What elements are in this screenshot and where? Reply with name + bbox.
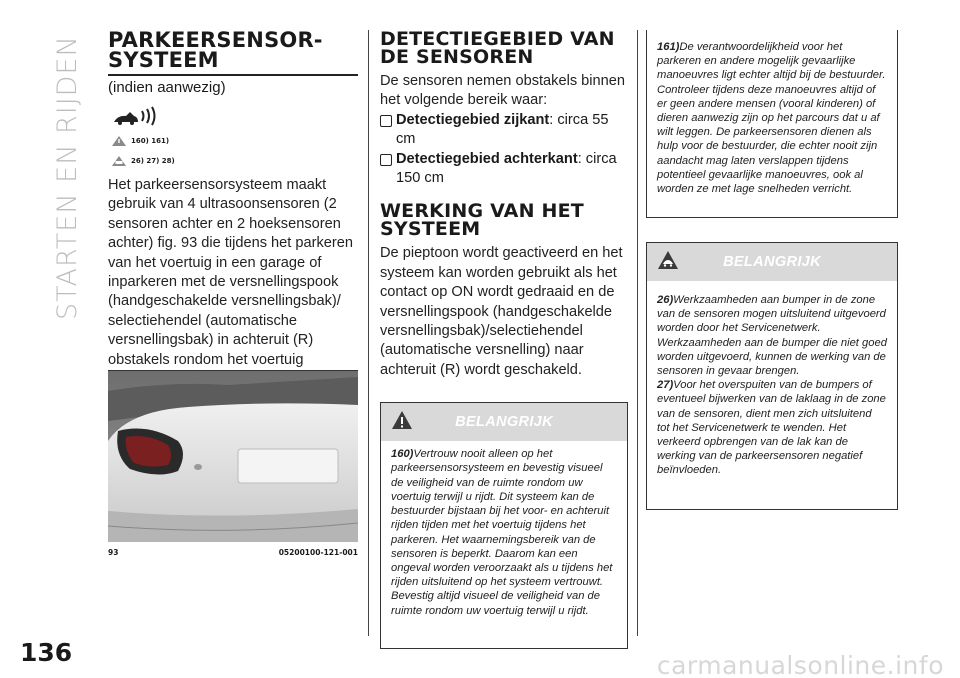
note-161 (647, 30, 897, 196)
bullet-rear-detection (380, 150, 628, 189)
title-line-1: DETECTIEGEBIED VAN (380, 28, 615, 50)
title-line-2: DE SENSOREN (380, 46, 534, 68)
checkbox-bullet-icon (380, 154, 392, 166)
column-parking-sensor (108, 30, 358, 389)
caution-references: 26) 27) 28) (131, 157, 175, 165)
car-warning-icon (112, 156, 126, 166)
important-box-160 (380, 402, 628, 649)
car-warning-icon (657, 250, 679, 270)
warning-triangle-icon (391, 410, 413, 430)
figure-caption (108, 548, 358, 557)
warning-triangle-icon (112, 136, 126, 146)
bullet-value: : circa 150 cm (396, 150, 617, 187)
important-header (647, 243, 897, 281)
availability-note: (indien aanwezig) (108, 79, 226, 96)
section-title-system-operation (380, 200, 628, 241)
column-divider-2 (637, 30, 638, 636)
title-line-1: PARKEERSENSOR- (108, 28, 323, 52)
note-ref: 26) (657, 294, 674, 306)
important-text (381, 441, 627, 617)
note-box-161 (646, 30, 898, 218)
note-body: Voor het overspuiten van de bumpers of eventueel bijwerken van de laklaag in de zone van de sensoren, dient men zich uitsluitend tot het Servicenetwerk te wenden. Het verkeerd opbrengen van de lak kan de werking van de parkeersensoren negatief beïnvloeden. (657, 379, 886, 477)
section-title-parking-sensor (108, 30, 358, 70)
section-title-detection-area (380, 30, 628, 66)
note-body: Vertrouw nooit alleen op het parkeersensorsysteem en bevestig visueel de veiligheid van de ruimte rondom uw voertuig terwijl u rijdt. Dit systeem kan de bestuurder bijstaan bij het voor- en achteruit rijden tijden met het voertuig tijdens het parkeren. Het waarnemingsbereik van de sensoren is beperkt. Daarom kan een ongeval worden veroorzaakt als u tijdens het rijden uitsluitend op het systeem vertrouwt. Bevestig altijd visueel de veiligheid van de ruimte rondom uw voertuig terwijl u rijdt. (391, 448, 613, 617)
title-line-2: SYSTEEM (380, 218, 481, 241)
checkbox-bullet-icon (380, 115, 392, 127)
bullet-value: : circa 55 cm (396, 111, 609, 148)
note-body: De verantwoordelijkheid voor het parkeren en andere mogelijk gevaarlijke manoeuvres ligt echter altijd bij de bestuurder. Controleer tijdens deze manoeuvres altijd of er geen andere mensen (vooral kinderen) of dieren aanwezig zijn op het parcours dat u af wilt leggen. De parkeersensoren dienen als hulp voor de bestuurder, die echter nooit zijn aandacht mag laten verslappen tijdens potentieel gevaarlijke manoeuvres, ook al worden ze met lage snelheden verricht. (657, 41, 886, 196)
important-label: BELANGRIJK (455, 414, 553, 431)
title-line-1: WERKING VAN HET (380, 200, 584, 223)
bullet-label: Detectiegebied zijkant (396, 111, 550, 128)
important-item-27 (647, 378, 897, 477)
note-body: Werkzaamheden aan bumper in de zone van de sensoren mogen uitsluitend uitgevoerd worden door het Servicenetwerk. Werkzaamheden aan de bumper die niet goed worden uitgevoerd, kunnen de werking van de sensoren in gevaar brengen. (657, 294, 887, 378)
note-ref: 27) (657, 379, 674, 392)
page-number: 136 (20, 638, 73, 667)
system-operation-text: De pieptoon wordt geactiveerd en het systeem kan worden gebruikt als het contact op ON wordt gedraaid en de versnellingspook (handgeschakelde versnellingsbak)/selectiehendel (automatische versnelling) naar achteruit (R) wordt geschakeld. (380, 245, 623, 378)
caution-reference-row (112, 156, 358, 166)
chapter-side-title: STARTEN EN RIJDEN (52, 35, 83, 320)
figure-number: 93 (108, 548, 119, 557)
important-item-26 (647, 281, 897, 378)
column-notes (646, 30, 898, 510)
important-label: BELANGRIJK (723, 254, 821, 270)
important-header (381, 403, 627, 441)
column-divider-1 (368, 30, 369, 636)
bullet-side-detection (380, 111, 628, 150)
note-ref: 161) (657, 41, 680, 53)
title-underline (108, 74, 358, 76)
parking-sensor-description: Het parkeersensorsysteem maakt gebruik van 4 ultrasoonsensoren (2 sensoren achter en 2 hoeksensoren achter) fig. 93 die tijdens het parkeren van het voertuig in een garage of inparkeren met de versnellingspook (handgeschakelde versnellingsbak)/ selectiehendel (automatische versnellingsbak) in achteruit (R) obstakels rondom het voertuig (108, 177, 353, 368)
figure-code: 05200100-121-001 (278, 548, 358, 557)
column-detection-area (380, 30, 628, 649)
note-ref: 160) (391, 448, 414, 461)
figure-93-car-rear (108, 370, 358, 542)
warning-reference-row (112, 136, 358, 146)
warning-references: 160) 161) (131, 137, 170, 145)
bullet-label: Detectiegebied achterkant (396, 150, 578, 167)
important-box-26-27 (646, 242, 898, 510)
title-line-2: SYSTEEM (108, 48, 219, 72)
watermark: carmanualsonline.info (656, 651, 944, 678)
detection-intro: De sensoren nemen obstakels binnen het volgende bereik waar: (380, 73, 626, 109)
parking-sensor-icon (112, 106, 358, 126)
